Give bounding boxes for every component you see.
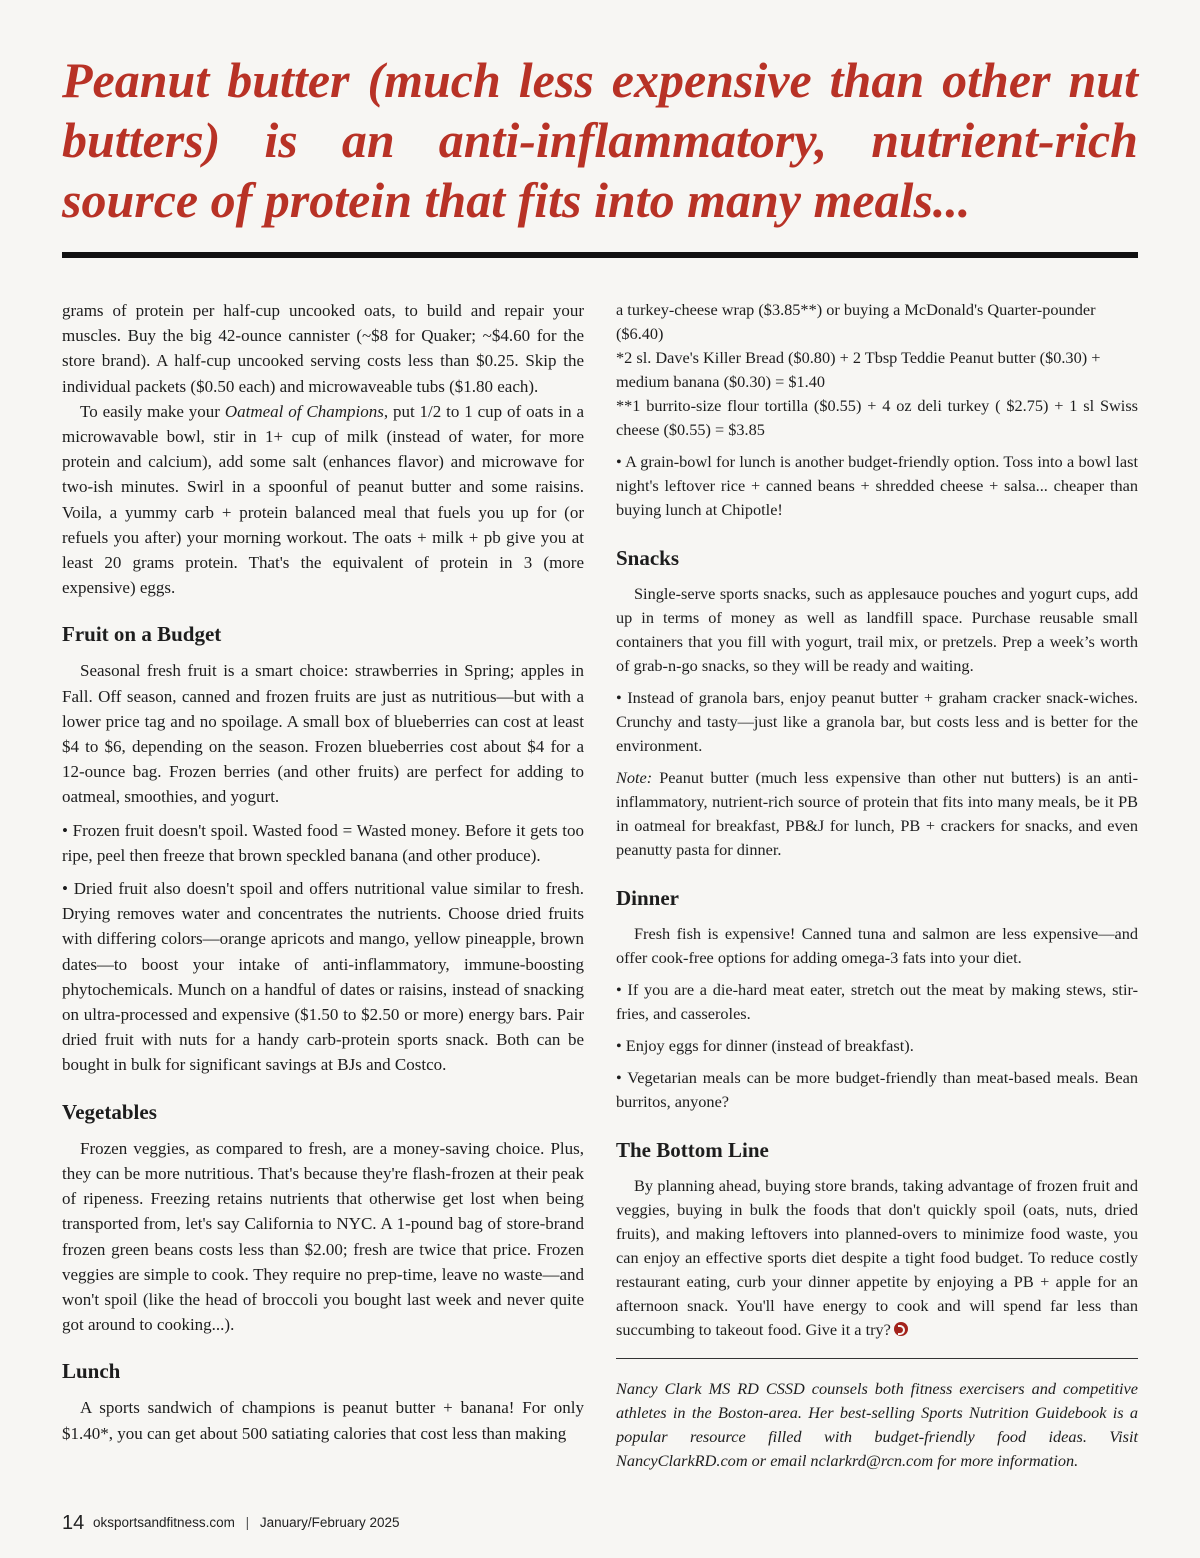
heading-bottom-line: The Bottom Line: [616, 1138, 769, 1162]
footnote-sandwich-cost: *2 sl. Dave's Killer Bread ($0.80) + 2 Tbsp Teddie Peanut butter ($0.30) + medium banana ($0.30) = $1.40: [616, 348, 1101, 391]
bio-divider: [616, 1358, 1138, 1359]
heading-fruit-on-a-budget: Fruit on a Budget: [62, 622, 222, 647]
bottom-line-paragraph: [616, 1174, 1138, 1342]
snacks-paragraph: Single-serve sports snacks, such as applesauce pouches and yogurt cups, add up in terms of money as well as landfill space. Purchase reusable small containers that you fill with yogurt, trail mix, or pretzels. Prep a week’s worth of grab-n-go snacks, so they will be ready and waiting.: [616, 584, 1138, 675]
author-bio: Nancy Clark MS RD CSSD counsels both fitness exercisers and competitive athletes in the Boston-area. Her best-selling Sports Nutrition Guidebook is a popular resource filled with budget-friendly food ideas. Visit NancyClarkRD.com or email nclarkrd@rcn.com for more information.: [616, 1379, 1138, 1470]
bottom-line-text: By planning ahead, buying store brands, taking advantage of frozen fruit and veggies, buying in bulk the foods that don't quickly spoil (oats, nuts, dried fruits), and making leftovers into planned-overs to minimize food waste, you can enjoy an effective sports diet despite a tight food budget. To reduce costly restaurant eating, curb your dinner appetite by enjoying a PB + apple for an afternoon snack. You'll have energy to cook and will spend far less than succumbing to takeout food. Give it a try?: [616, 1176, 1138, 1339]
bullet-granola: • Instead of granola bars, enjoy peanut butter + graham cracker snack-wiches. Crunchy and tasty—just like a granola bar, but costs less and is better for the environment.: [616, 688, 1138, 755]
headline-rule: [62, 252, 1138, 258]
page-footer: [62, 1512, 399, 1535]
note-paragraph: [616, 766, 1138, 862]
heading-vegetables: Vegetables: [62, 1099, 157, 1124]
heading-lunch: Lunch: [62, 1359, 121, 1384]
left-column: [62, 298, 584, 1446]
page-number: 14: [62, 1512, 85, 1534]
bullet-grain-bowl: • A grain-bowl for lunch is another budget-friendly option. Toss into a bowl last night's leftover rice + canned beans + shredded cheese + salsa... cheaper than buying lunch at Chipotle!: [616, 452, 1138, 519]
lunch-paragraph: A sports sandwich of champions is peanut butter + banana! For only $1.40*, you can get about 500 satiating calories that cost less than making: [62, 1398, 584, 1443]
oatmeal-paragraph: [62, 399, 584, 601]
end-mark-logo-icon: [894, 1322, 908, 1336]
heading-snacks: Snacks: [616, 546, 680, 570]
oatmeal-text-b: , put 1/2 to 1 cup of oats in a microwavable bowl, stir in 1+ cup of milk (instead of water, for more protein and calcium), add some salt (enhances flavor) and microwave for two-ish minutes. Swirl in a spoonful of peanut butter and some raisins. Voila, a yummy carb + protein balanced meal that fuels you up for (or refuels you after) your morning workout. The oats + milk + pb give you at least 20 grams protein. That's the equivalent of protein in 3 (more expensive) eggs.: [62, 401, 585, 598]
footer-issue: January/February 2025: [259, 1515, 400, 1530]
lunch-paragraph-continued: a turkey-cheese wrap ($3.85**) or buying a McDonald's Quarter-pounder ($6.40): [616, 300, 1096, 343]
right-column: [616, 298, 1138, 1473]
heading-dinner: Dinner: [616, 886, 679, 910]
oatmeal-of-champions-term: Oatmeal of Champions: [224, 401, 384, 421]
dinner-paragraph: Fresh fish is expensive! Canned tuna and salmon are less expensive—and offer cook-free options for adding omega-3 fats into your diet.: [616, 924, 1138, 967]
oatmeal-text-a: To easily make your: [80, 401, 225, 421]
bullet-eggs: • Enjoy eggs for dinner (instead of breakfast).: [616, 1036, 914, 1055]
note-text: Peanut butter (much less expensive than other nut butters) is an anti-inflammatory, nutrient-rich source of protein that fits into many meals, be it PB in oatmeal for breakfast, PB&J for lunch, PB + crackers for snacks, and even peanutty pasta for dinner.: [616, 768, 1138, 859]
footer-separator: |: [245, 1515, 250, 1530]
footnote-wrap-cost: **1 burrito-size flour tortilla ($0.55) + 4 oz deli turkey ( $2.75) + 1 sl Swiss cheese ($0.55) = $3.85: [616, 396, 1138, 439]
fruit-paragraph: Seasonal fresh fruit is a smart choice: strawberries in Spring; apples in Fall. Off season, canned and frozen fruits are just as nutritious—but with a lower price tag and no spoilage. A small box of blueberries can cost at least $4 to $6, depending on the season. Frozen blueberries cost about $4 for a 12-ounce bag. Frozen berries (and other fruits) are perfect for adding to oatmeal, smoothies, and yogurt.: [62, 661, 584, 807]
headline: Peanut butter (much less expensive than other nut butters) is an anti-inflammatory, nutrient-rich source of protein that fits into many meals...: [62, 52, 1138, 228]
bullet-dried-fruit: • Dried fruit also doesn't spoil and offers nutritional value similar to fresh. Drying removes water and concentrates the nutrients. Choose dried fruits with differing colors—orange apricots and mango, yellow pineapple, brown dates—to boost your intake of anti-inflammatory, immune-boosting phytochemicals. Munch on a handful of dates or raisins, instead of snacking on ultra-processed and expensive ($1.50 to $2.50 or more) energy bars. Pair dried fruit with nuts for a handy carb-protein sports snack. Both can be bought in bulk for significant savings at BJs and Costco.: [62, 879, 584, 1075]
note-label: Note:: [616, 768, 653, 787]
oats-paragraph-continued: grams of protein per half-cup uncooked oats, to build and repair your muscles. Buy the big 42-ounce cannister (~$8 for Quaker; ~$4.60 for the store brand). A half-cup uncooked serving costs less than $0.25. Skip the individual packets ($0.50 each) and microwaveable tubs ($1.80 each).: [62, 301, 584, 396]
bullet-vegetarian: • Vegetarian meals can be more budget-friendly than meat-based meals. Bean burritos, anyone?: [616, 1068, 1138, 1111]
vegetables-paragraph: Frozen veggies, as compared to fresh, are a money-saving choice. Plus, they can be more nutritious. That's because they're flash-frozen at their peak of ripeness. Freezing retains nutrients that otherwise get lost when being transported from, let's say California to NYC. A 1-pound bag of store-brand frozen green beans costs less than $2.00; fresh are twice that price. Frozen veggies are simple to cook. They require no prep-time, leave no waste—and won't spoil (like the head of broccoli you bought last week and never quite got around to cooking...).: [62, 1138, 584, 1335]
bullet-frozen-fruit: • Frozen fruit doesn't spoil. Wasted food = Wasted money. Before it gets too ripe, peel then freeze that brown speckled banana (and other produce).: [62, 820, 584, 865]
footer-site: oksportsandfitness.com: [93, 1515, 235, 1530]
bullet-meat: • If you are a die-hard meat eater, stretch out the meat by making stews, stir-fries, and casseroles.: [616, 980, 1138, 1023]
